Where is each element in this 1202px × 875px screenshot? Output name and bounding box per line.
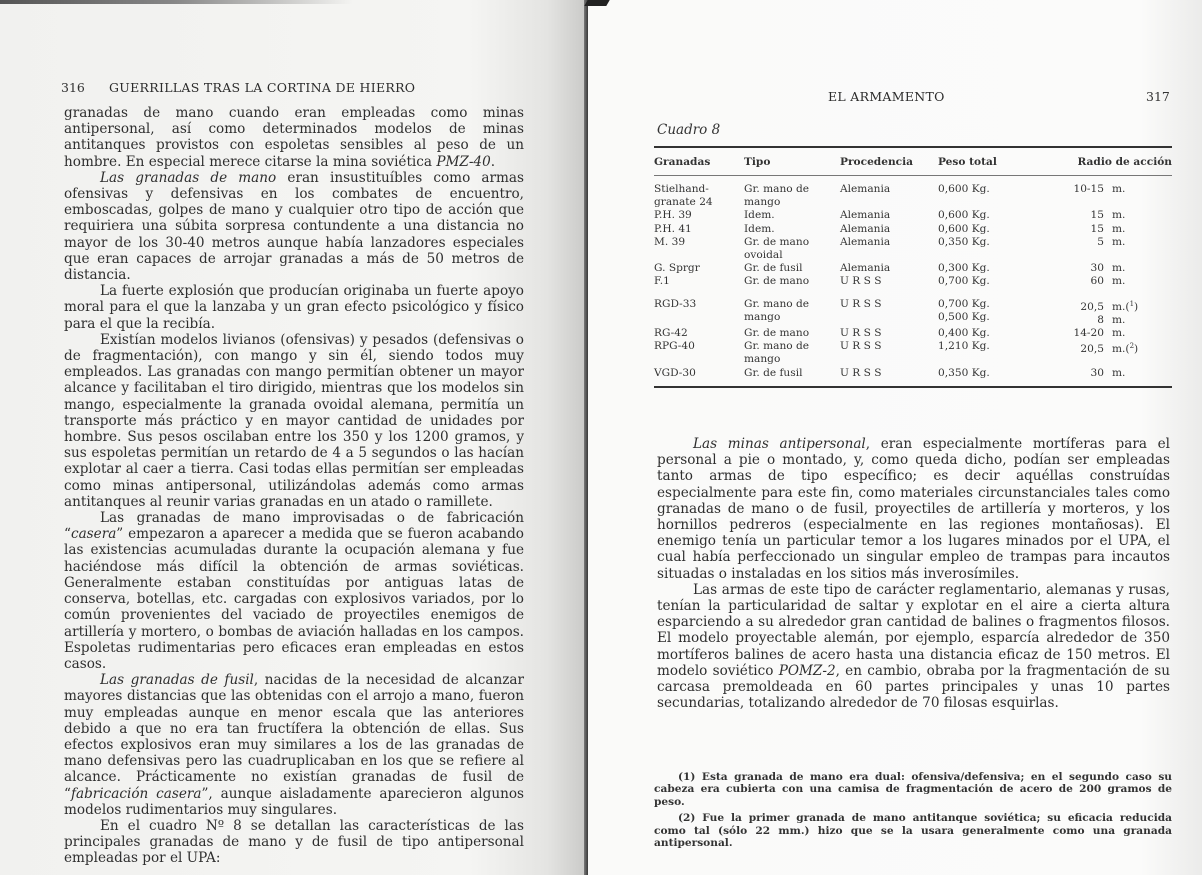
right-running-head: EL ARMAMENTO: [828, 89, 945, 104]
cell-granada: P.H. 41: [654, 222, 692, 235]
cell-peso: 0,300 Kg.: [938, 262, 990, 275]
table-row: [654, 327, 1172, 340]
table-row: [654, 367, 1172, 387]
left-body-text: [64, 105, 524, 867]
cell-tipo: Gr. de fusil: [744, 262, 803, 275]
cell-tipo: Gr. de mano: [744, 327, 810, 340]
cell-tipo: Gr. mano de mango: [744, 297, 810, 323]
cell-peso: 0,700 Kg.: [938, 275, 990, 288]
table-header-row: [654, 147, 1172, 176]
cell-radio: 10-15 m.: [1073, 183, 1126, 195]
grenade-table: [654, 146, 1172, 388]
paragraph: Las granadas de fusil, nacidas de la necesidad de alcanzar mayores distancias que las obtenidas con el arrojo a mano, fueron muy empleadas aunque en menor escala que las anteriores debido a que no era tan fructífera la obtención de ellas. Sus efectos explosivos eran muy similares a los de las granadas de mano defensivas pero las cuadruplicaban en los que se refiere al alcance. Prácticamente no existían granadas de fusil de “fabricación casera”, aunque aisladamente aparecieron algunos modelos rudimentarios muy singulares.: [64, 672, 524, 818]
header-granadas: Granadas: [654, 147, 744, 176]
paragraph: Las granadas de mano eran insustituíbles como armas ofensivas y defensivas en los combates de encuentro, emboscadas, golpes de mano y cualquier otro tipo de acción que requiriera una súbita sorpresa contundente a una distancia no mayor de los 30-40 metros aunque había lanzadores especiales que eran capaces de arrojar granadas a más de 50 metros de distancia.: [64, 169, 524, 284]
table-row: [654, 262, 1172, 275]
cell-radio: 15 m.: [1090, 222, 1126, 235]
cell-granada: G. Sprgr: [654, 262, 700, 275]
cell-procedencia: U R S S: [840, 275, 882, 288]
cell-radio: 20,5 m.($^2$): [1080, 342, 1139, 356]
page-corner: [584, 0, 609, 6]
cell-tipo: Gr. de mano: [744, 275, 810, 288]
cell-tipo: Idem.: [744, 222, 775, 235]
footnotes: [654, 771, 1172, 853]
cell-procedencia: Alemania: [840, 235, 891, 248]
cell-granada: RPG-40: [654, 340, 695, 353]
cell-radio: 30 m.: [1038, 367, 1172, 387]
cell-granada: M. 39: [654, 235, 686, 248]
cell-procedencia: U R S S: [840, 340, 882, 353]
table-row: [654, 275, 1172, 288]
cell-radio: 5 m.: [1097, 235, 1126, 248]
paragraph: Existían modelos livianos (ofensivas) y pesados (defensivas o de fragmentación), con mango y sin él, siendo todos muy empleados. Las granadas con mango permitían obtener un mayor alcance y facilitaban el tiro dirigido, mientras que los modelos sin mango, especialmente la granada ovoidal alemana, permitía un transporte más práctico y en mayor cantidad de unidades por hombre. Sus pesos oscilaban entre los 350 y los 1200 gramos, y sus espoletas permitían un retardo de 4 a 5 segundos o las hacían explotar al caer a tierra. Casi todas ellas permitían ser empleadas como minas antipersonal, utilizándolas además como armas antitanques al reunir varias granadas en un atado o ramillete.: [64, 331, 524, 510]
cell-procedencia: Alemania: [840, 222, 891, 235]
cell-peso: 0,700 Kg. 0,500 Kg.: [938, 297, 990, 323]
table-row: [654, 209, 1172, 222]
cell-peso: 1,210 Kg.: [938, 340, 990, 353]
cell-granada: Stielhand- granate 24: [654, 183, 713, 209]
cell-tipo: Gr. mano de mango: [744, 183, 810, 209]
book-gutter: [584, 0, 588, 875]
header-procedencia: Procedencia: [840, 147, 938, 176]
paragraph: Las granadas de mano improvisadas o de fabricación “casera” empezaron a aparecer a medida que se fueron acabando las existencias acumuladas durante la ocupación alemana y fue haciéndose más difícil la obtención de armas soviéticas. Generalmente estaban constituídas por antiguas latas de conserva, botellas, etc. cargadas con explosivos variados, por lo común provenientes del vaciado de proyectiles enemigos de artillería y mortero, o bombas de aviación halladas en los campos. Espoletas rudimentarias pero eficaces eran empleadas en estos casos.: [64, 510, 524, 672]
cell-peso: 0,350 Kg.: [938, 235, 990, 248]
cell-tipo: Gr. de fusil: [744, 367, 840, 387]
cell-procedencia: U R S S: [840, 297, 882, 310]
table-row: [654, 176, 1172, 210]
table-row: [654, 236, 1172, 262]
cell-peso: 0,600 Kg.: [938, 183, 990, 195]
right-page-number: 317: [1146, 89, 1170, 104]
cell-peso: 0,600 Kg.: [938, 222, 990, 235]
left-running-head: GUERRILLAS TRAS LA CORTINA DE HIERRO: [109, 80, 416, 95]
cell-tipo: Gr. de mano ovoidal: [744, 235, 810, 262]
table-row: [654, 289, 1172, 327]
paragraph: granadas de mano cuando eran empleadas como minas antipersonal, así como determinados modelos de minas antitanques provistos con espoletas sensibles al peso de un hombre. En especial merece citarse la mina soviética PMZ-40.: [64, 105, 524, 170]
cell-procedencia: Alemania: [840, 262, 891, 275]
cell-peso: 0,350 Kg.: [938, 367, 1038, 387]
cell-granada: VGD-30: [654, 367, 744, 387]
cell-procedencia: U R S S: [840, 367, 938, 387]
cell-radio: 14-20 m.: [1073, 327, 1126, 340]
cell-peso: 0,600 Kg.: [938, 209, 990, 222]
cell-procedencia: U R S S: [840, 327, 882, 340]
cell-procedencia: Alemania: [840, 183, 891, 195]
cell-granada: RGD-33: [654, 297, 697, 310]
left-page-number: 316: [61, 80, 85, 95]
table-caption: Cuadro 8: [657, 122, 721, 138]
header-peso-total: Peso total: [938, 147, 1038, 176]
header-radio-de-accion: Radio de acción: [1038, 147, 1172, 176]
cell-radio: 30 m.: [1090, 262, 1126, 275]
cell-procedencia: Alemania: [840, 209, 891, 222]
table-row: [654, 340, 1172, 366]
cell-radio: 15 m.: [1090, 209, 1126, 222]
cell-radio: 20,5 m.($^1$) 8 m.: [1080, 299, 1139, 326]
right-body-text: [657, 436, 1170, 711]
cell-peso: 0,400 Kg.: [938, 327, 990, 340]
paragraph: Las minas antipersonal, eran especialmente mortíferas para el personal a pie o montado, y, como queda dicho, podían ser empleadas tanto armas de tipo específico; es decir aquéllas construídas especialmente para este fin, como materiales circunstanciales tales como granadas de mano o de fusil, proyectiles de artillería y morteros, y los hornillos pedreros (especialmente en las regiones montañosas). El enemigo tenía un particular temor a los lugares minados por el UPA, el cual había perfeccionado un singular empleo de trampas para incautos situadas o instaladas en los sitios más inverosímiles.: [657, 436, 1171, 582]
header-tipo: Tipo: [744, 147, 840, 176]
paragraph: La fuerte explosión que producían originaba un fuerte apoyo moral para el que la lanzaba y un gran efecto psicológico y físico para el que la recibía.: [64, 283, 524, 332]
cell-tipo: Gr. mano de mango: [744, 340, 810, 366]
paragraph: Las armas de este tipo de carácter reglamentario, alemanas y rusas, tenían la particularidad de saltar y explotar en el aire a cierta altura esparciendo a su alrededor gran cantidad de balines o fragmentos filosos. El modelo proyectable alemán, por ejemplo, esparcía alrededor de 350 mortíferos balines de acero hasta una distancia eficaz de 150 metros. El modelo soviético POMZ-2, en cambio, obraba por la fragmentación de su carcasa premoldeada en 60 partes principales y unas 10 partes secundarias, totalizando alrededor de 70 filosas esquirlas.: [657, 581, 1170, 712]
footnote: (1) Esta granada de mano era dual: ofensiva/defensiva; en el segundo caso su cabeza era cubierta con una camisa de fragmentación de acero de 200 gramos de peso.: [654, 771, 1172, 808]
page-top-edge-shadow: [0, 0, 588, 4]
cell-granada: F.1: [654, 275, 670, 288]
cell-radio: 60 m.: [1090, 275, 1126, 288]
cell-tipo: Idem.: [744, 209, 775, 222]
cell-granada: P.H. 39: [654, 209, 692, 222]
footnote: (2) Fue la primer granada de mano antitanque soviética; su eficacia reducida como tal (sólo 22 mm.) hizo que se la usara generalmente como una granada antipersonal.: [654, 812, 1172, 850]
cell-granada: RG-42: [654, 327, 688, 340]
table-row: [654, 223, 1172, 236]
paragraph: En el cuadro Nº 8 se detallan las características de las principales granadas de mano y de fusil de tipo antipersonal empleadas por el UPA:: [64, 817, 524, 867]
